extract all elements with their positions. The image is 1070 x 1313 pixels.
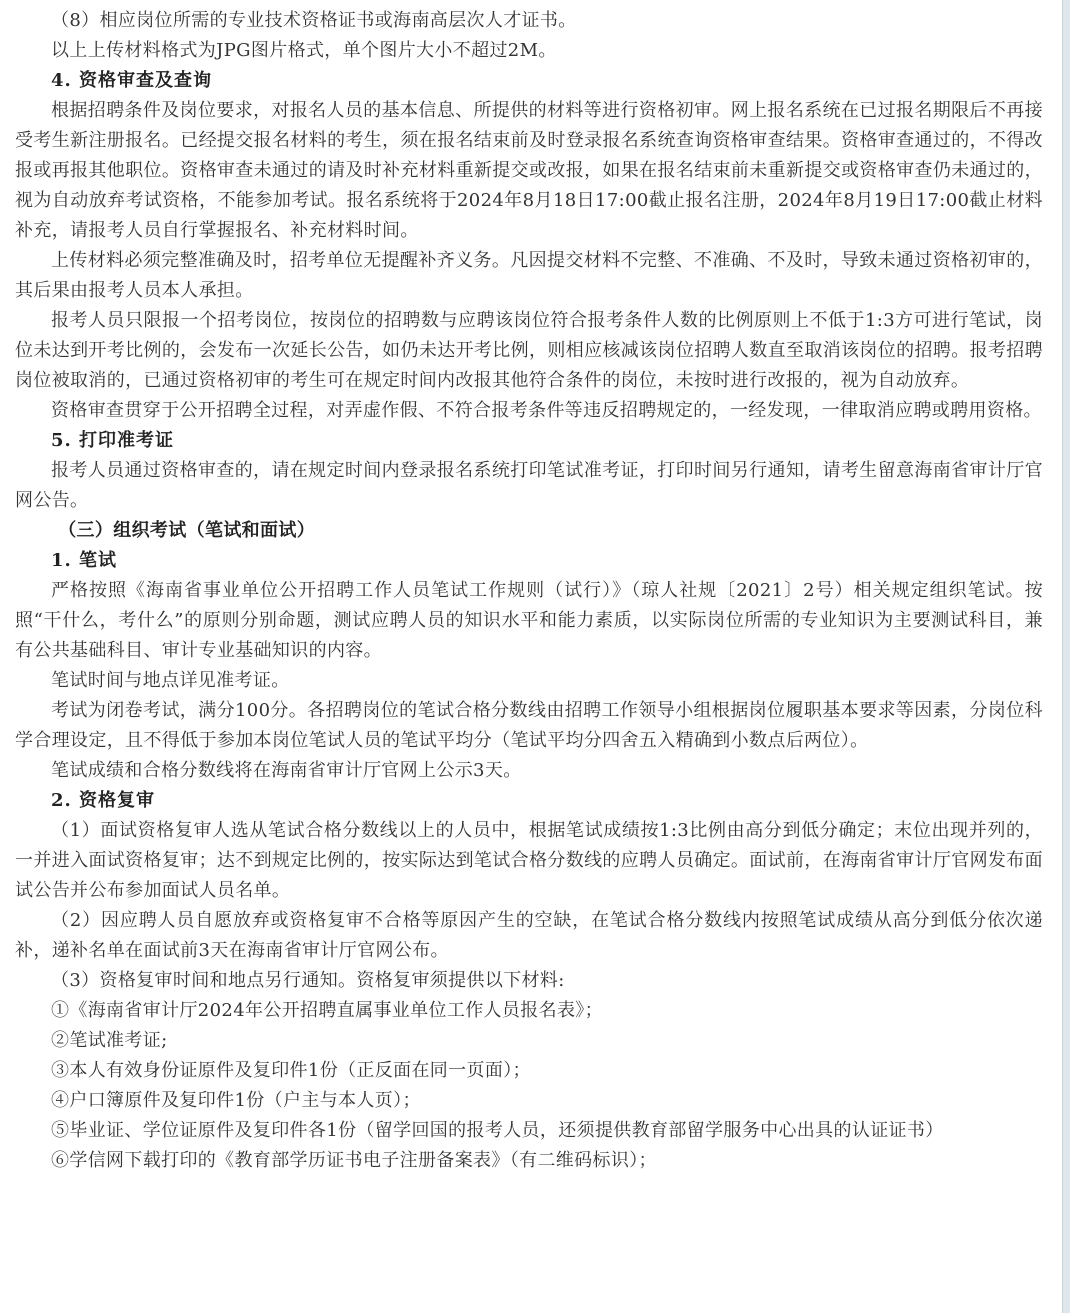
paragraph-requal-2: （2）因应聘人员自愿放弃或资格复审不合格等原因产生的空缺，在笔试合格分数线内按照笔试成绩从高分到低分依次递补，递补名单在面试前3天在海南省审计厅官网公布。 xyxy=(15,910,1043,961)
paragraph-item-8: （8）相应岗位所需的专业技术资格证书或海南高层次人才证书。 xyxy=(51,10,577,31)
list-item-id-card: ③本人有效身份证原件及复印件1份（正反面在同一页面）； xyxy=(51,1060,531,1081)
heading-written-exam: 1. 笔试 xyxy=(51,550,118,571)
paragraph-requal-1: （1）面试资格复审人选从笔试合格分数线以上的人员中，根据笔试成绩按1:3比例由高分到低分确定；末位出现并列的，一并进入面试资格复审；达不到规定比例的，按实际达到笔试合格分数线的应聘人员确定。面试前，在海南省审计厅官网发布面试公告并公布参加面试人员名单。 xyxy=(15,820,1043,901)
list-item-application-form: ①《海南省审计厅2024年公开招聘直属事业单位工作人员报名表》； xyxy=(51,1000,604,1021)
paragraph-score-publish: 笔试成绩和合格分数线将在海南省审计厅官网上公示3天。 xyxy=(51,760,522,781)
paragraph-exam-time: 笔试时间与地点详见准考证。 xyxy=(51,670,290,691)
section-title-exam: （三）组织考试（笔试和面试） xyxy=(58,520,316,541)
paragraph-one-position: 报考人员只限报一个招考岗位，按岗位的招聘数与应聘该岗位符合报考条件人数的比例原则上不低于1:3方可进行笔试，岗位未达到开考比例的，会发布一次延长公告，如仍未达开考比例，则相应核减该岗位招聘人数直至取消该岗位的招聘。报考招聘岗位被取消的，已通过资格初审的考生可在规定时间内改报其他符合条件的岗位，未按时进行改报的，视为自动放弃。 xyxy=(15,310,1043,391)
paragraph-review-throughout: 资格审查贯穿于公开招聘全过程，对弄虚作假、不符合报考条件等违反招聘规定的，一经发现，一律取消应聘或聘用资格。 xyxy=(51,400,1042,421)
paragraph-print-admission: 报考人员通过资格审查的，请在规定时间内登录报名系统打印笔试准考证，打印时间另行通知，请考生留意海南省审计厅官网公告。 xyxy=(15,460,1043,511)
paragraph-exam-rules: 严格按照《海南省事业单位公开招聘工作人员笔试工作规则（试行）》（琼人社规〔2021〕2号）相关规定组织笔试。按照“干什么，考什么”的原则分别命题，测试应聘人员的知识水平和能力素质，以实际岗位所需的专业知识为主要测试科目，兼有公共基础科目、审计专业基础知识的内容。 xyxy=(15,580,1043,661)
heading-qualification-review: 4. 资格审查及查询 xyxy=(51,70,213,91)
vertical-scrollbar[interactable] xyxy=(1062,0,1070,1313)
paragraph-review-process: 根据招聘条件及岗位要求，对报名人员的基本信息、所提供的材料等进行资格初审。网上报名系统在已过报名期限后不再接受考生新注册报名。已经提交报名材料的考生，须在报名结束前及时登录报名系统查询资格审查结果。资格审查通过的，不得改报或再报其他职位。资格审查未通过的请及时补充材料重新提交或改报，如果在报名结束前未重新提交或资格审查仍未通过的，视为自动放弃考试资格，不能参加考试。报名系统将于2024年8月18日17:00截止报名注册，2024年8月19日17:00截止材料补充，请报考人员自行掌握报名、补充材料时间。 xyxy=(15,100,1043,241)
heading-print-admission: 5. 打印准考证 xyxy=(51,430,175,451)
list-item-xuexin-record: ⑥学信网下载打印的《教育部学历证书电子注册备案表》（有二维码标识）； xyxy=(51,1150,657,1171)
paragraph-upload-format: 以上上传材料格式为JPG图片格式，单个图片大小不超过2M。 xyxy=(51,40,557,61)
paragraph-upload-requirement: 上传材料必须完整准确及时，招考单位无提醒补齐义务。凡因提交材料不完整、不准确、不及时，导致未通过资格初审的，其后果由报考人员本人承担。 xyxy=(15,250,1043,301)
list-item-household-register: ④户口簿原件及复印件1份（户主与本人页）； xyxy=(51,1090,421,1111)
list-item-admission-ticket: ②笔试准考证; xyxy=(51,1030,168,1051)
paragraph-exam-score: 考试为闭卷考试，满分100分。各招聘岗位的笔试合格分数线由招聘工作领导小组根据岗位履职基本要求等因素，分岗位科学合理设定，且不得低于参加本岗位笔试人员的笔试平均分（笔试平均分四舍五入精确到小数点后两位）。 xyxy=(15,700,1043,751)
list-item-diploma: ⑤毕业证、学位证原件及复印件各1份（留学回国的报考人员，还须提供教育部留学服务中心出具的认证证书） xyxy=(51,1120,944,1141)
paragraph-requal-3: （3）资格复审时间和地点另行通知。资格复审须提供以下材料: xyxy=(51,970,565,991)
heading-requalification: 2. 资格复审 xyxy=(51,790,156,811)
